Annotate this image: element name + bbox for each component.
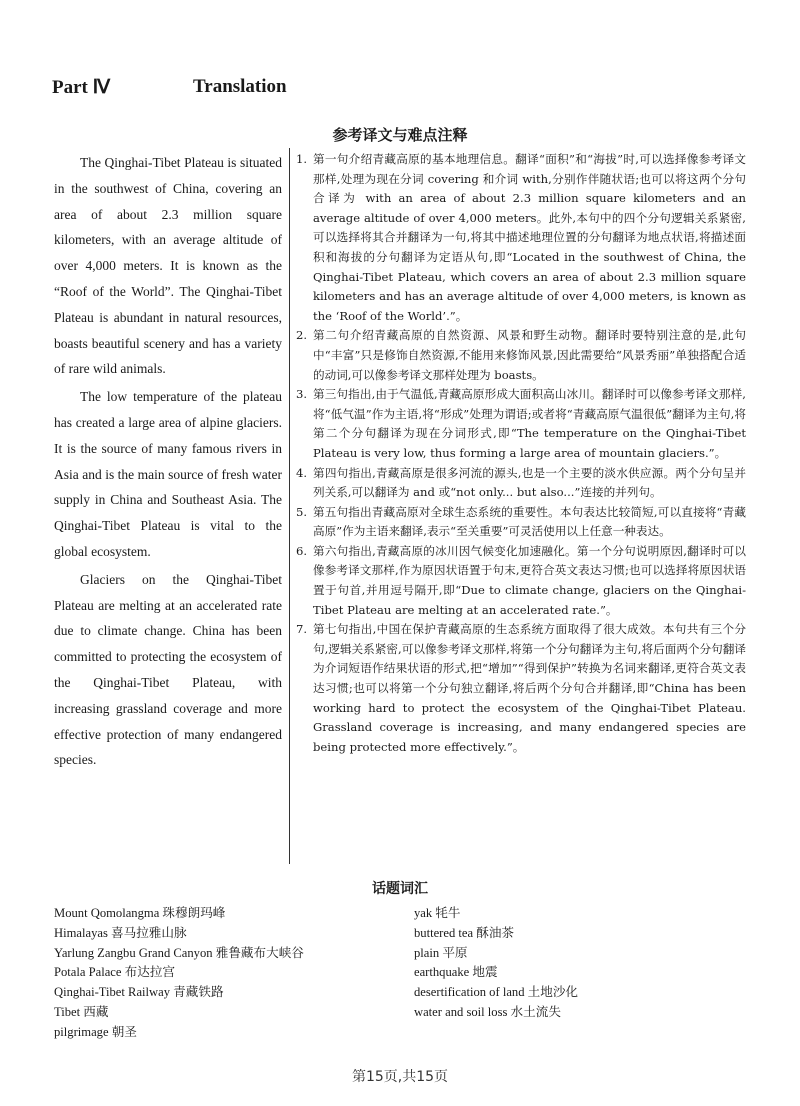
part-label: Part Ⅳ xyxy=(52,77,111,98)
vocab-item: water and soil loss 水土流失 xyxy=(414,1004,561,1019)
vocab-item: buttered tea 酥油茶 xyxy=(414,925,515,940)
note-number: 1. xyxy=(296,152,308,166)
passage-paragraph-3: Glaciers on the Qinghai-Tibet Plateau are melting at an accelerated rate due to climate change. China has been committed to protecting the ecosystem of the Qinghai-Tibet Plateau, with increasing grassland coverage and more effective protection of many endangered species. xyxy=(54,571,282,768)
note-item xyxy=(296,385,746,463)
note-number: 3. xyxy=(296,387,308,402)
note-text: 第七句指出,中国在保护青藏高原的生态系统方面取得了很大成效。本句共有三个分句,逻辑关系紧密,可以像参考译文那样,将第一个分句翻译为主句,将后面两个分句翻译为介词短语作结果状语的形式,把“增加”“得到保护”转换为名词来翻译,更符合英文表达习惯;也可以将第一个分句独立翻译,将后两个分句合并翻译,即“China has been working hard to protect the ecosystem of the Qinghai-Tibet Plateau. Grassland coverage is increasing, and many endangered species are being protected more effectively.”。 xyxy=(313,622,746,754)
passage-paragraph-2: The low temperature of the plateau has created a large area of alpine glaciers. It is the source of many famous rivers in Asia and is the main source of fresh water supply in China and Southeast Asia. The Qinghai-Tibet Plateau is vital to the global ecosystem. xyxy=(54,389,282,559)
note-number: 4. xyxy=(296,465,308,480)
part-title: Translation xyxy=(193,76,287,97)
vocab-item: Yarlung Zangbu Grand Canyon 雅鲁藏布大峡谷 xyxy=(54,945,304,960)
note-item xyxy=(296,150,746,326)
vocabulary-list-left xyxy=(54,904,394,1043)
note-number: 2. xyxy=(296,328,308,343)
page-number: 第15页,共15页 xyxy=(351,1069,449,1085)
note-text: 第六句指出,青藏高原的冰川因气候变化加速融化。第一个分句说明原因,翻译时可以像参考译文那样,作为原因状语置于句末,更符合英文表达习惯;也可以选择将原因状语置于句首,并用逗号隔开,即“Due to climate change, glaciers on the Qinghai-Tibet Plateau are melting at an accelerated rate.”。 xyxy=(313,543,746,617)
vocab-item: Qinghai-Tibet Railway 青藏铁路 xyxy=(54,985,224,1000)
vocab-item: pilgrimage 朝圣 xyxy=(54,1024,137,1039)
note-number: 6. xyxy=(296,543,308,558)
note-text: 第一句介绍青藏高原的基本地理信息。翻译“面积”和“海拔”时,可以选择像参考译文那样,处理为现在分词 covering 和介词 with,分别作伴随状语;也可以将这两个分句合译为 with an area of about 2.3 million square kilometers and an average altitude of over 4,000 meters。此外,本句中的四个分句逻辑关系紧密,可以选择将其合并翻译为一句,将其中描述地理位置的分句翻译为地点状语,将描述面积和海拔的分句翻译为定语从句,即“Located in the southwest of China, the Qinghai-Tibet Plateau, which covers an area of about 2.3 million square kilometers and has an average altitude of over 4,000 meters, is known as the ‘Roof of the World’.”。 xyxy=(313,152,746,323)
note-item xyxy=(296,464,746,503)
note-item xyxy=(296,542,746,620)
vocab-item: desertification of land 土地沙化 xyxy=(414,985,579,1000)
vocab-item: Himalayas 喜马拉雅山脉 xyxy=(54,925,187,940)
reference-translation xyxy=(54,150,282,775)
vocab-item: Mount Qomolangma 珠穆朗玛峰 xyxy=(54,906,226,920)
note-item xyxy=(296,620,746,757)
note-item xyxy=(296,503,746,542)
vocab-item: Tibet 西藏 xyxy=(54,1004,109,1019)
vocab-item: plain 平原 xyxy=(414,945,468,960)
note-text: 第五句指出青藏高原对全球生态系统的重要性。本句表达比较简短,可以直接将“青藏高原”作为主语来翻译,表示“至关重要”可灵活使用以上任意一种表达。 xyxy=(313,504,746,539)
note-text: 第三句指出,由于气温低,青藏高原形成大面积高山冰川。翻译时可以像参考译文那样,将“低气温”作为主语,将“形成”处理为谓语;或者将“青藏高原气温很低”翻译为主句,将第二个分句翻译为现在分词形式,即“The temperature on the Qinghai-Tibet Plateau is very low, thus forming a large area of mountain glaciers.”。 xyxy=(313,387,746,460)
note-item xyxy=(296,326,746,385)
column-divider xyxy=(289,148,290,864)
vocab-item: yak 牦牛 xyxy=(414,906,461,920)
note-number: 7. xyxy=(296,622,308,637)
note-number: 5. xyxy=(296,504,308,519)
section-title: 参考译文与难点注释 xyxy=(332,126,468,144)
vocab-item: earthquake 地震 xyxy=(414,965,498,980)
translation-notes xyxy=(296,150,746,757)
passage-paragraph-1: The Qinghai-Tibet Plateau is situated in the southwest of China, covering an area of about 2.3 million square kilometers, with an average altitude of over 4,000 meters. It is known as the “Roof of the World”. The Qinghai-Tibet Plateau is abundant in natural resources, boasts beautiful scenery and has a variety of rare wild animals. xyxy=(54,155,282,377)
note-text: 第四句指出,青藏高原是很多河流的源头,也是一个主要的淡水供应源。两个分句呈并列关系,可以翻译为 and 或“not only... but also...”连接的并列句。 xyxy=(313,465,746,500)
vocab-item: Potala Palace 布达拉宫 xyxy=(54,965,176,980)
vocabulary-title: 话题词汇 xyxy=(372,881,428,897)
note-text: 第二句介绍青藏高原的自然资源、风景和野生动物。翻译时要特别注意的是,此句中“丰富”只是修饰自然资源,不能用来修饰风景,因此需要给“风景秀丽”单独搭配合适的动词,可以像参考译文那样处理为 boasts。 xyxy=(313,328,746,382)
vocabulary-list-right xyxy=(414,904,754,1023)
